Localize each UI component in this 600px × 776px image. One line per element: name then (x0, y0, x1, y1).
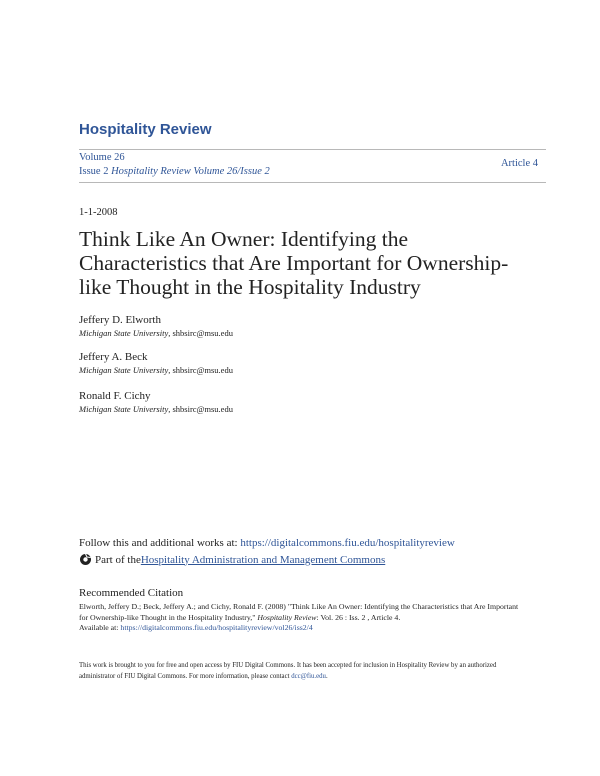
follow-link[interactable]: https://digitalcommons.fiu.edu/hospitalityreview (240, 537, 455, 549)
recommended-citation-heading: Recommended Citation (79, 587, 184, 599)
volume-link[interactable]: Volume 26 (79, 152, 125, 163)
author-block (79, 313, 233, 339)
part-of-text: Part of the (95, 553, 141, 566)
author-email: , shbsirc@msu.edu (168, 328, 233, 338)
article-title: Think Like An Owner: Identifying the Characteristics that Are Important for Ownership-like Thought in the Hospitality Industry (79, 227, 509, 299)
part-of-link[interactable]: Hospitality Administration and Management Commons (140, 553, 386, 566)
follow-text: Follow this and additional works at: (79, 537, 241, 549)
issue-prefix: Issue 2 (79, 166, 109, 177)
publication-date: 1-1-2008 (79, 207, 118, 218)
author-block (79, 350, 233, 376)
article-number[interactable]: Article 4 (500, 158, 538, 169)
author-affiliation (79, 403, 233, 415)
journal-title[interactable]: Hospitality Review (79, 121, 212, 138)
bepress-network-icon (79, 553, 92, 566)
author-email: , shbsirc@msu.edu (168, 404, 233, 414)
citation-text (79, 602, 529, 634)
contact-email-link[interactable]: dcc@fiu.edu (291, 673, 326, 680)
author-name: Jeffery D. Elworth (79, 314, 161, 326)
part-of-line (79, 553, 385, 566)
citation-main: Elworth, Jeffery D.; Beck, Jeffery A.; and Cichy, Ronald F. (2008) "Think Like An Owner: Identifying the Characteristics that Are Important for Ownership-like Thought in the Hospitality Industry," (79, 602, 519, 622)
affiliation-name: Michigan State University (79, 404, 169, 414)
available-label: Available at: (79, 623, 121, 632)
citation-journal: Hospitality Review (257, 612, 317, 622)
author-name: Jeffery A. Beck (79, 351, 148, 363)
issue-line[interactable] (79, 166, 270, 177)
follow-line (79, 537, 455, 549)
affiliation-name: Michigan State University (79, 328, 169, 338)
notice-text: This work is brought to you for free and open access by FIU Digital Commons. It has been accepted for inclusion in Hospitality Review by an authorized administrator of FIU Digital Commons. For more information, please contact (79, 662, 497, 680)
affiliation-name: Michigan State University (79, 365, 169, 375)
citation-tail: : Vol. 26 : Iss. 2 , Article 4. (316, 612, 401, 622)
author-email: , shbsirc@msu.edu (168, 365, 233, 375)
author-affiliation (79, 364, 233, 376)
author-block (79, 389, 233, 415)
citation-link[interactable]: https://digitalcommons.fiu.edu/hospitalityreview/vol26/iss2/4 (120, 623, 313, 632)
access-notice (79, 660, 529, 682)
bottom-divider (79, 182, 546, 183)
author-name: Ronald F. Cichy (79, 390, 151, 402)
author-affiliation (79, 327, 233, 339)
issue-italic: Hospitality Review Volume 26/Issue 2 (111, 166, 270, 177)
notice-end: . (325, 673, 328, 680)
top-divider (79, 149, 546, 150)
